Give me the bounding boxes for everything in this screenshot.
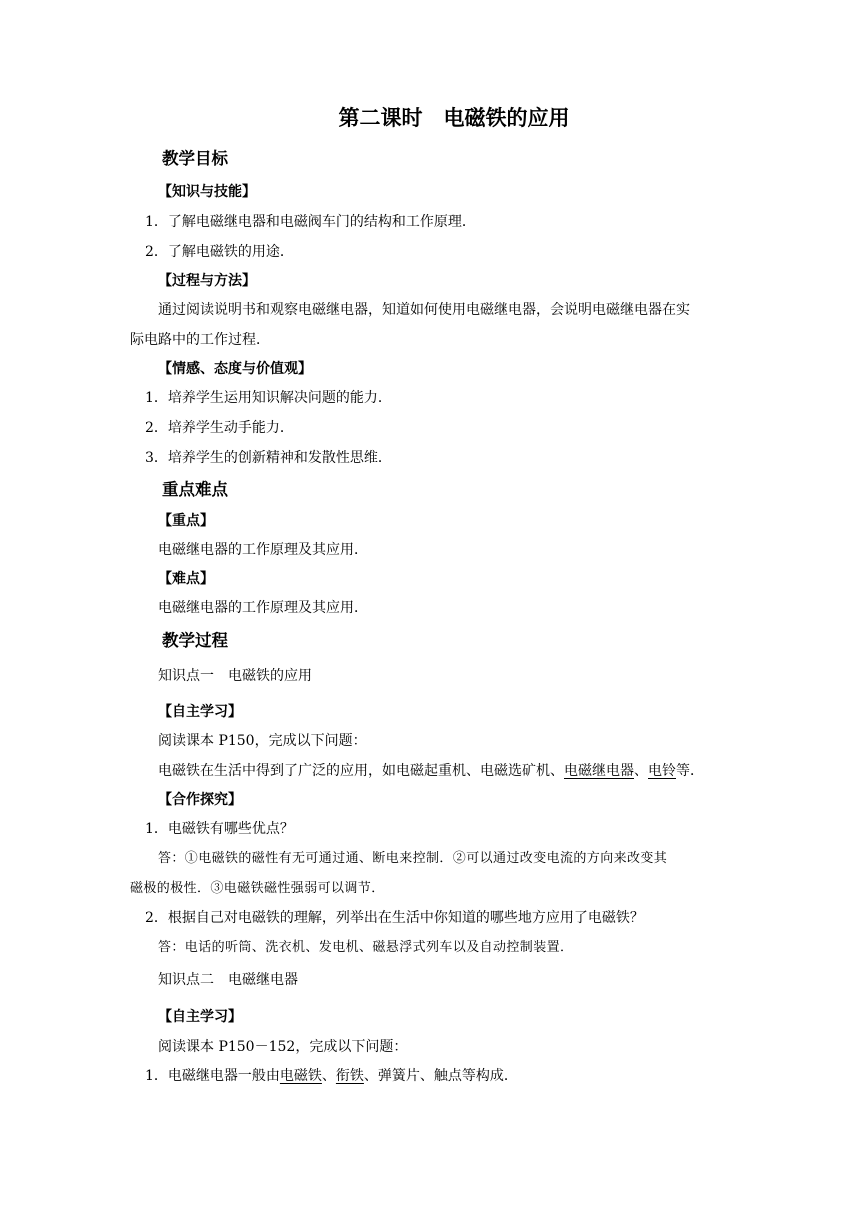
key-point-text: 电磁继电器的工作原理及其应用． (158, 542, 368, 558)
answer-blank: 电磁继电器 (564, 763, 634, 779)
label-difficulty: 【难点】 (158, 571, 214, 587)
answer-blank: 衔铁 (335, 1068, 364, 1084)
reading-instruction: 阅读课本 P150，完成以下问题： (158, 733, 367, 749)
sentence-text: 等． (676, 763, 704, 779)
knowledge-point-title: 知识点二 电磁继电器 (158, 972, 298, 988)
paragraph-line: 通过阅读说明书和观察电磁继电器，知道如何使用电磁继电器，会说明电磁继电器在实 (158, 302, 690, 318)
answer-blank: 电铃 (648, 763, 676, 779)
label-self-study: 【自主学习】 (158, 1009, 242, 1025)
separator: 、 (321, 1068, 336, 1084)
section-heading-objectives: 教学目标 (162, 149, 228, 168)
sentence-text: 、弹簧片、触点等构成． (363, 1068, 518, 1084)
answer-line: 磁极的极性．③电磁铁磁性强弱可以调节． (130, 881, 385, 896)
fill-in-sentence (158, 764, 704, 778)
objective-item: 1．了解电磁继电器和电磁阀车门的结构和工作原理． (145, 214, 476, 230)
label-emotion-attitude: 【情感、态度与价值观】 (158, 361, 312, 377)
objective-item: 2．了解电磁铁的用途． (145, 244, 294, 260)
question: 2．根据自己对电磁铁的理解，列举出在生活中你知道的哪些地方应用了电磁铁？ (145, 910, 644, 926)
difficulty-text: 电磁继电器的工作原理及其应用． (158, 600, 368, 616)
section-heading-process: 教学过程 (162, 631, 228, 650)
objective-item: 2．培养学生动手能力． (145, 420, 294, 436)
sentence-text: 1．电磁继电器一般由 (145, 1068, 280, 1084)
reading-instruction: 阅读课本 P150－152，完成以下问题： (158, 1039, 408, 1055)
paragraph-line: 际电路中的工作过程． (130, 332, 270, 348)
label-cooperative-inquiry: 【合作探究】 (158, 792, 242, 808)
question: 1．电磁铁有哪些优点？ (145, 821, 294, 837)
answer-line: 答：电话的听筒、洗衣机、发电机、磁悬浮式列车以及自动控制装置． (158, 940, 574, 955)
label-key-point: 【重点】 (158, 513, 214, 529)
page-title: 第二课时 电磁铁的应用 (338, 106, 570, 130)
section-heading-keypoints: 重点难点 (162, 480, 228, 499)
objective-item: 3．培养学生的创新精神和发散性思维． (145, 450, 392, 466)
answer-line: 答：①电磁铁的磁性有无可通过通、断电来控制．②可以通过改变电流的方向来改变其 (158, 851, 668, 866)
label-knowledge-skills: 【知识与技能】 (158, 184, 256, 200)
objective-item: 1．培养学生运用知识解决问题的能力． (145, 390, 392, 406)
label-process-method: 【过程与方法】 (158, 273, 256, 289)
sentence-text: 电磁铁在生活中得到了广泛的应用，如电磁起重机、电磁选矿机、 (158, 763, 564, 779)
label-self-study: 【自主学习】 (158, 704, 242, 720)
knowledge-point-title: 知识点一 电磁铁的应用 (158, 668, 312, 684)
separator: 、 (634, 763, 648, 779)
fill-in-sentence (145, 1069, 518, 1083)
answer-blank: 电磁铁 (279, 1068, 322, 1084)
